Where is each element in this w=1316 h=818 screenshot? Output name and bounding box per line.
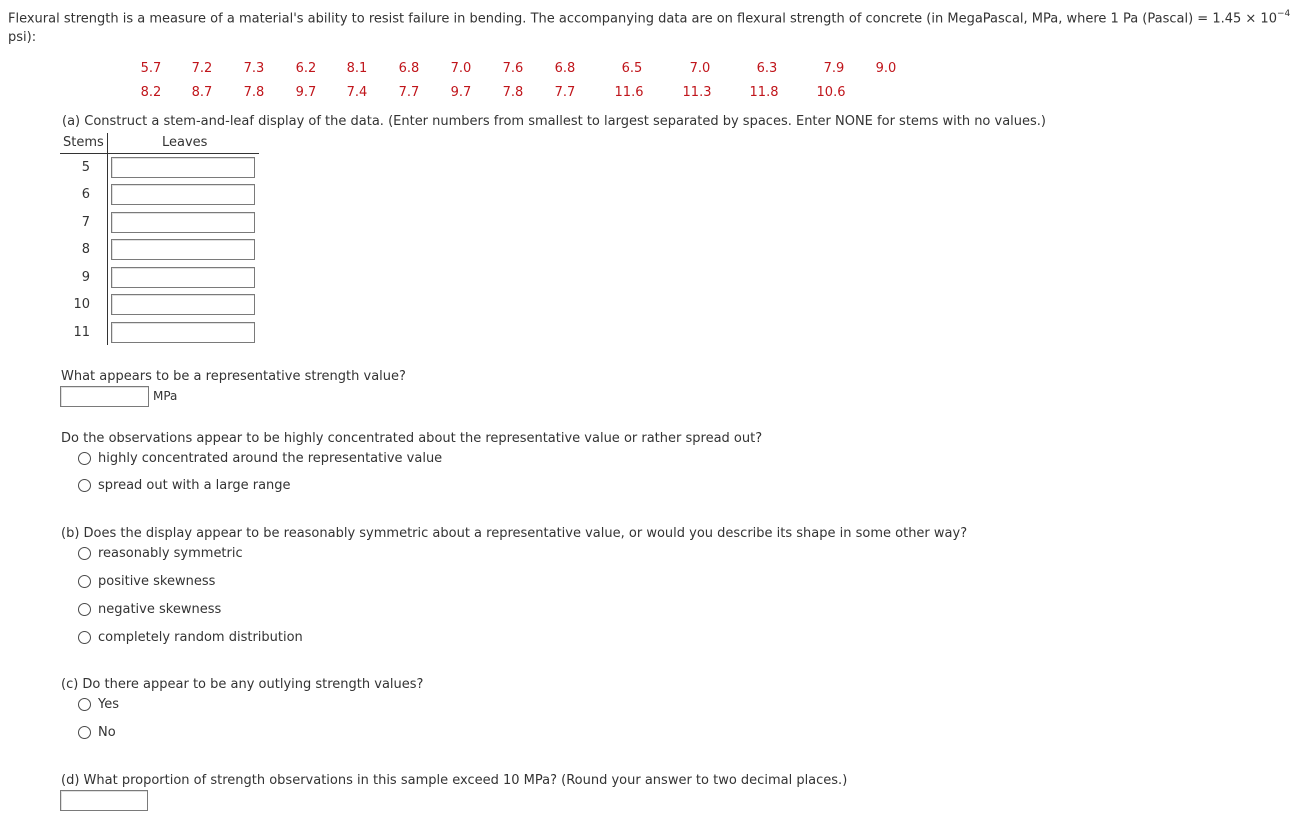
data-value: 11.8 [749, 85, 779, 100]
stem-label: 9 [81, 270, 90, 285]
option-label: Yes [98, 697, 119, 712]
leaf-input-10[interactable] [111, 294, 255, 315]
part-b-question: (b) Does the display appear to be reasonably symmetric about a representative value, or would you describe its shape in some other way? [61, 526, 968, 541]
option-label: spread out with a large range [98, 478, 291, 493]
stem-label: 6 [81, 187, 90, 202]
data-value: 6.8 [398, 61, 420, 76]
data-value: 6.2 [295, 61, 317, 76]
leaf-input-6[interactable] [111, 184, 255, 205]
radio-no[interactable] [78, 726, 91, 739]
part-a-prompt: (a) Construct a stem-and-leaf display of the data. (Enter numbers from smallest to largest separated by spaces. Enter NONE for stems with no values.) [62, 114, 1047, 129]
part-c-question: (c) Do there appear to be any outlying strength values? [61, 677, 424, 692]
data-value: 7.8 [502, 85, 524, 100]
data-value: 7.0 [689, 61, 711, 76]
stem-label: 5 [81, 160, 90, 175]
option-label: completely random distribution [98, 630, 303, 645]
data-value: 7.0 [450, 61, 472, 76]
data-value: 7.2 [191, 61, 213, 76]
data-value: 7.9 [823, 61, 845, 76]
data-value: 8.1 [346, 61, 368, 76]
data-value: 7.6 [502, 61, 524, 76]
data-value: 5.7 [140, 61, 162, 76]
leaf-input-5[interactable] [111, 157, 255, 178]
exponent: −4 [1276, 9, 1291, 19]
representative-value-input[interactable] [60, 386, 149, 407]
stem-label: 10 [73, 297, 90, 312]
stem-divider [107, 133, 108, 345]
representative-question: What appears to be a representative strength value? [61, 369, 406, 384]
data-value: 7.7 [398, 85, 420, 100]
option-label: positive skewness [98, 574, 216, 589]
data-value: 9.0 [875, 61, 897, 76]
spread-question: Do the observations appear to be highly concentrated about the representative value or rather spread out? [61, 431, 763, 446]
stems-header: Stems [63, 135, 104, 150]
data-value: 6.3 [756, 61, 778, 76]
leaf-input-8[interactable] [111, 239, 255, 260]
data-value: 7.8 [243, 85, 265, 100]
option-label: highly concentrated around the representative value [98, 451, 443, 466]
data-value: 8.2 [140, 85, 162, 100]
problem-intro: Flexural strength is a measure of a material's ability to resist failure in bending. The accompanying data are on flexural strength of concrete (in MegaPascal, MPa, where 1 Pa (Pascal) = $1.45 \times 10^{-4}$ psi): [8, 9, 1291, 46]
stem-label: 8 [81, 242, 90, 257]
radio-negative-skewness[interactable] [78, 603, 91, 616]
data-value: 11.6 [614, 85, 644, 100]
data-value: 10.6 [816, 85, 846, 100]
data-value: 6.5 [621, 61, 643, 76]
radio-highly-concentrated[interactable] [78, 452, 91, 465]
radio-positive-skewness[interactable] [78, 575, 91, 588]
option-label: reasonably symmetric [98, 546, 243, 561]
radio-random-distribution[interactable] [78, 631, 91, 644]
leaf-input-11[interactable] [111, 322, 255, 343]
data-value: 6.8 [554, 61, 576, 76]
part-d-question: (d) What proportion of strength observations in this sample exceed 10 MPa? (Round your answer to two decimal places.) [61, 773, 848, 788]
radio-spread-out[interactable] [78, 479, 91, 492]
radio-reasonably-symmetric[interactable] [78, 547, 91, 560]
data-value: 7.3 [243, 61, 265, 76]
leaf-input-7[interactable] [111, 212, 255, 233]
leaves-header: Leaves [162, 135, 208, 150]
stem-label: 11 [73, 325, 90, 340]
radio-yes[interactable] [78, 698, 91, 711]
data-value: 9.7 [295, 85, 317, 100]
option-label: negative skewness [98, 602, 222, 617]
unit-label: MPa [153, 389, 178, 403]
data-value: 7.7 [554, 85, 576, 100]
proportion-input[interactable] [60, 790, 148, 811]
stem-label: 7 [81, 215, 90, 230]
data-value: 9.7 [450, 85, 472, 100]
option-label: No [98, 725, 116, 740]
data-value: 7.4 [346, 85, 368, 100]
data-value: 8.7 [191, 85, 213, 100]
header-divider [60, 153, 259, 154]
leaf-input-9[interactable] [111, 267, 255, 288]
data-value: 11.3 [682, 85, 712, 100]
